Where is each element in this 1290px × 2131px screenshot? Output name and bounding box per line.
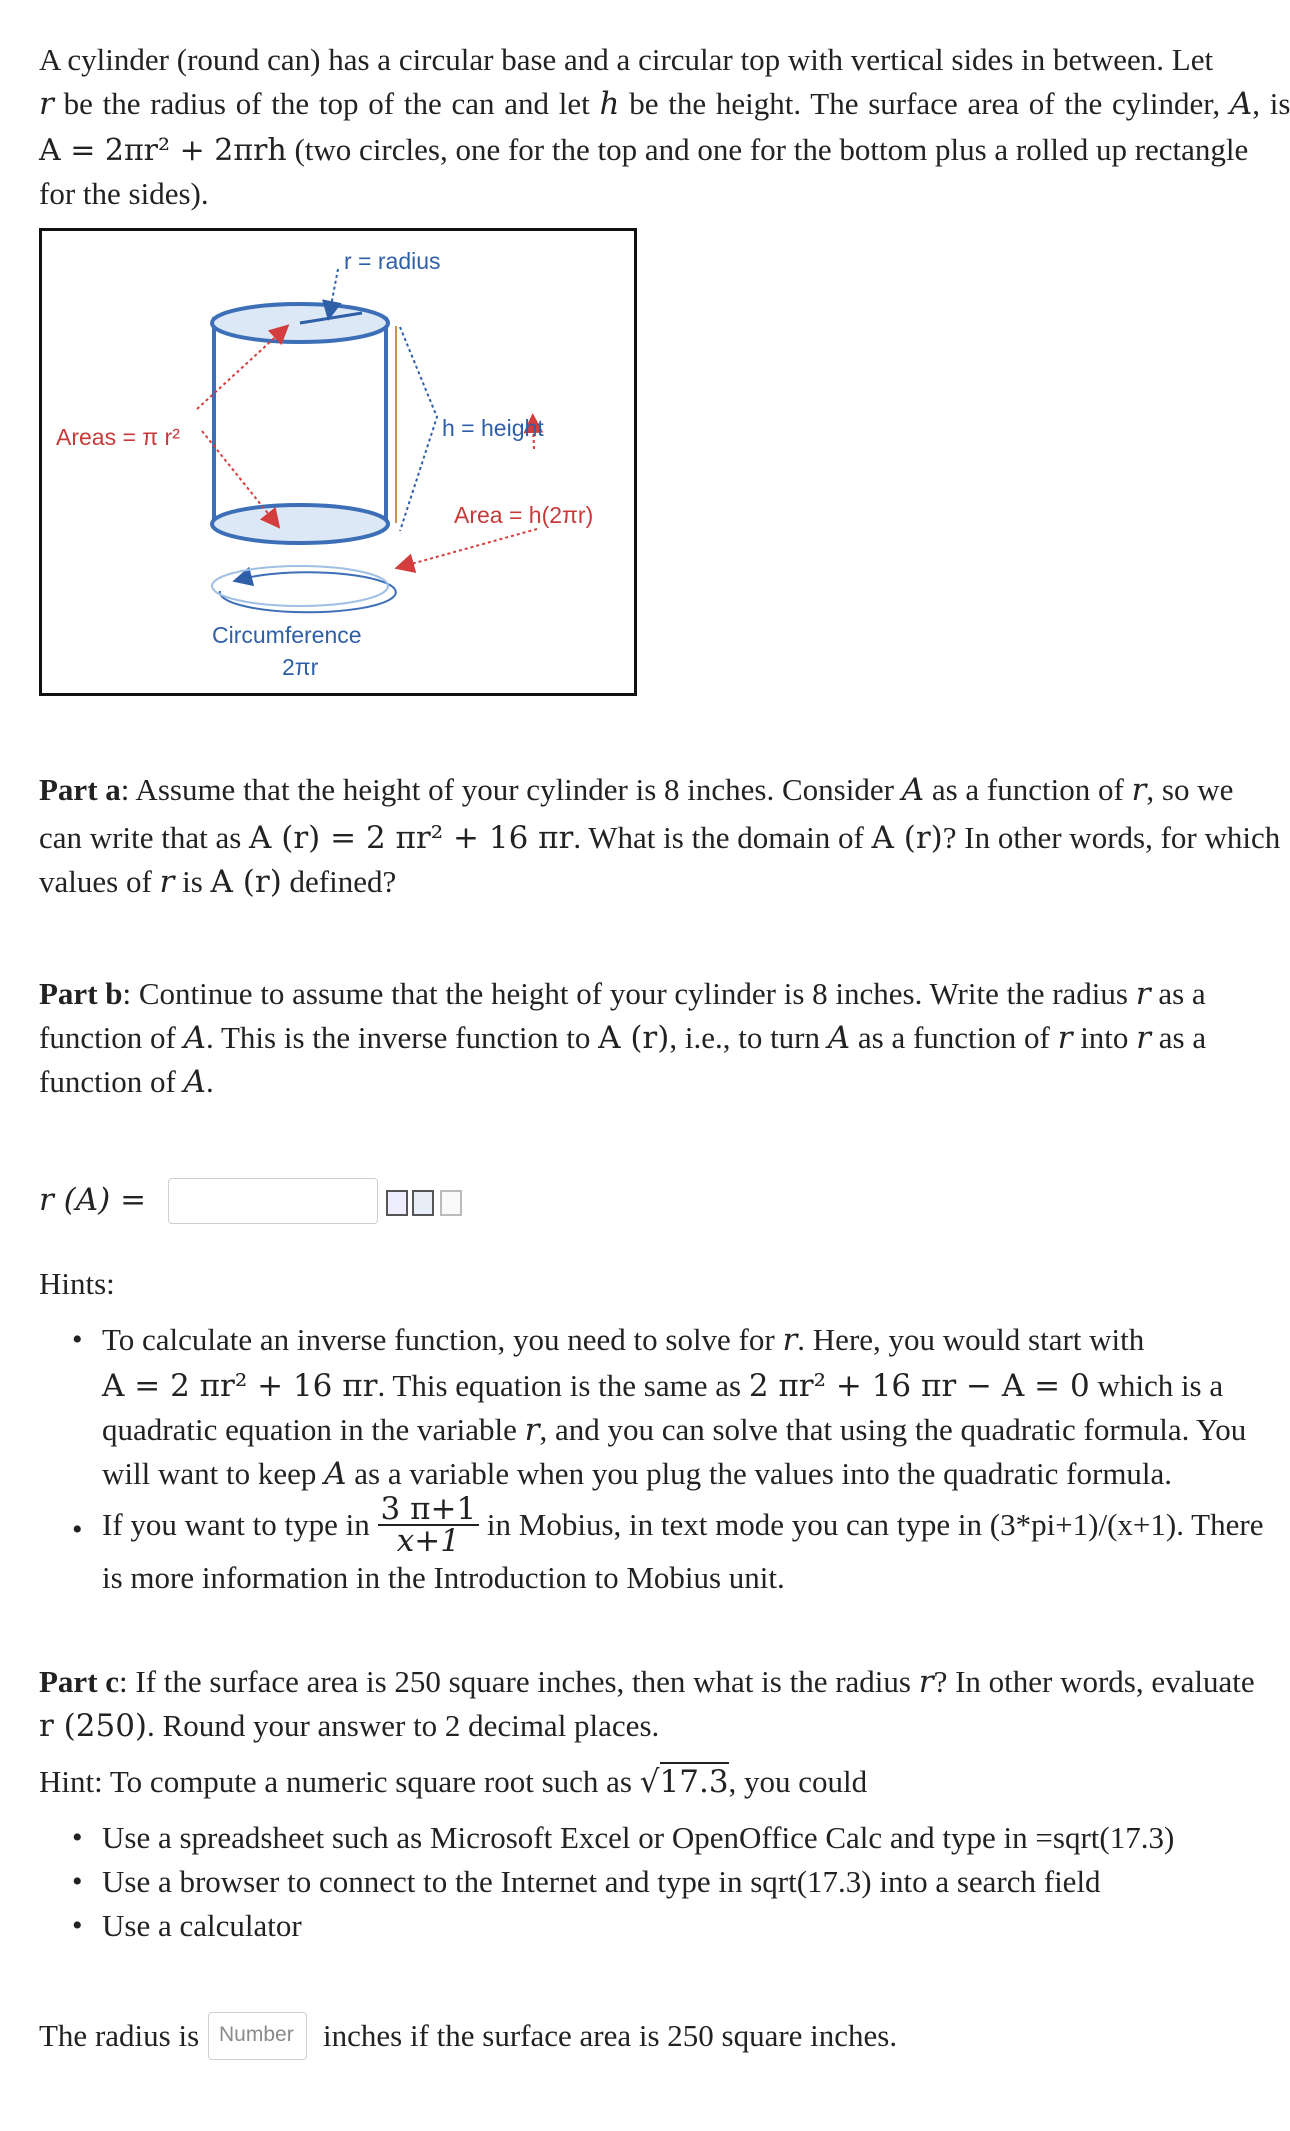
height-label: h = height bbox=[442, 415, 544, 441]
hint-1-line-3: quadratic equation in the variable r, and you can solve that using the quadratic formula. You bbox=[102, 1412, 1247, 1448]
inverse-function-input[interactable] bbox=[168, 1178, 378, 1224]
sum-icon[interactable] bbox=[412, 1190, 434, 1216]
hint-2-line-2: is more information in the Introduction to Mobius unit. bbox=[102, 1560, 785, 1595]
part-c-label: Part c bbox=[39, 1664, 120, 1699]
radius-number-input[interactable] bbox=[208, 2012, 307, 2060]
hints-title: Hints: bbox=[39, 1266, 115, 1301]
bottom-circle bbox=[212, 505, 388, 543]
bullet-dot: • bbox=[72, 1865, 83, 1898]
sqrt-expression: √17.3 bbox=[639, 1764, 729, 1800]
hint-2-line-1: If you want to type in $\frac{3 \pi+1}{x+1}$ in Mobius, in text mode you can type in (3*pi+1)/(x+1). There bbox=[102, 1491, 1264, 1559]
preview-icon[interactable] bbox=[440, 1190, 462, 1216]
bullet-dot: • bbox=[72, 1513, 83, 1546]
fraction: $\frac{3 \pi+1}{x+1}$ bbox=[378, 1494, 480, 1556]
part-c-line-1: Part c: If the surface area is 250 square inches, then what is the radius r? In other words, evaluate bbox=[39, 1664, 1255, 1700]
intro-line-4: for the sides). bbox=[39, 176, 209, 211]
intro-line-1: A cylinder (round can) has a circular base and a circular top with vertical sides in between. Let bbox=[39, 42, 1214, 77]
part-c-option-2: Use a browser to connect to the Internet and type in sqrt(17.3) into a search field bbox=[102, 1864, 1101, 1899]
part-a-label: Part a bbox=[39, 772, 121, 807]
areas-label: Areas = π r² bbox=[56, 424, 180, 450]
hint-1-line-4: will want to keep A as a variable when you plug the values into the quadratic formula. bbox=[102, 1456, 1173, 1492]
hint-1-line-2: A = 2 πr² + 16 πr. This equation is the same as 2 πr² + 16 πr − A = 0 which is a bbox=[102, 1368, 1224, 1404]
part-b-label: Part b bbox=[39, 976, 123, 1011]
part-a-line-1: Part a: Assume that the height of your cylinder is 8 inches. Consider A as a function of r, so we bbox=[39, 772, 1234, 808]
hint-1-line-1: To calculate an inverse function, you need to solve for r. Here, you would start with bbox=[102, 1322, 1145, 1358]
radius-input-placeholder: Number bbox=[219, 2023, 294, 2046]
inverse-function-label: r (A) = bbox=[39, 1182, 147, 1218]
part-b-line-2: function of A. This is the inverse function to A (r), i.e., to turn A as a function of r into r as a bbox=[39, 1020, 1207, 1056]
circumference-label: Circumference bbox=[212, 622, 362, 648]
radius-answer-suffix: inches if the surface area is 250 square inches. bbox=[323, 2018, 898, 2053]
side-area-label: Area = h(2πr) bbox=[454, 502, 594, 528]
part-a-line-2: can write that as A (r) = 2 πr² + 16 πr. What is the domain of A (r)? In other words, for which bbox=[39, 820, 1281, 856]
intro-line-3: A = 2πr² + 2πrh (two circles, one for the top and one for the bottom plus a rolled up rectangle bbox=[39, 132, 1249, 168]
part-b-line-3: function of A. bbox=[39, 1064, 214, 1100]
circumference-value: 2πr bbox=[282, 654, 319, 680]
part-c-line-2: r (250). Round your answer to 2 decimal places. bbox=[39, 1708, 660, 1744]
bullet-dot: • bbox=[72, 1909, 83, 1942]
intro-line-2: r be the radius of the top of the can and let h be the height. The surface area of the cylinder, A, is bbox=[39, 86, 1290, 122]
part-b-line-1: Part b: Continue to assume that the height of your cylinder is 8 inches. Write the radius r as a bbox=[39, 976, 1206, 1012]
equation-editor-icon[interactable] bbox=[386, 1190, 408, 1216]
cylinder-diagram bbox=[39, 228, 637, 696]
part-a-line-3: values of r is A (r) defined? bbox=[39, 864, 397, 900]
radius-label: r = radius bbox=[344, 248, 441, 274]
bullet-dot: • bbox=[72, 1821, 83, 1854]
part-c-option-3: Use a calculator bbox=[102, 1908, 302, 1943]
part-c-option-1: Use a spreadsheet such as Microsoft Excel or OpenOffice Calc and type in =sqrt(17.3) bbox=[102, 1820, 1175, 1855]
part-c-hint: Hint: To compute a numeric square root such as √17.3, you could bbox=[39, 1764, 868, 1800]
bullet-dot: • bbox=[72, 1323, 83, 1356]
radius-answer-prefix: The radius is bbox=[39, 2018, 200, 2053]
area-formula: A = 2πr² + 2πrh bbox=[39, 133, 287, 168]
